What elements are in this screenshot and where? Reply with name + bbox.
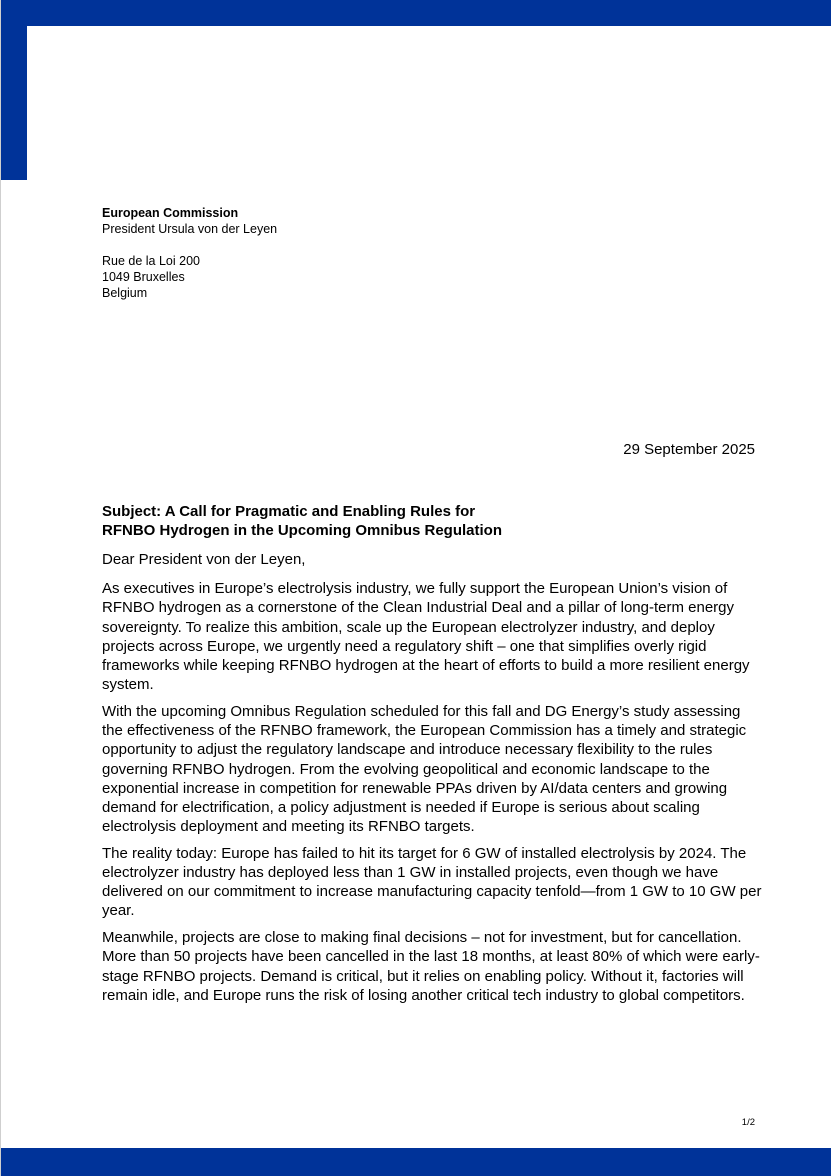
page-number: 1/2 <box>741 1117 755 1128</box>
body-paragraph: With the upcoming Omnibus Regulation scheduled for this fall and DG Energy’s study assessing the effectiveness of the RFNBO framework, the European Commission has a timely and strategic opportunity to adjust the regulatory landscape and introduce necessary flexibility to the rules governing RFNBO hydrogen. From the evolving geopolitical and economic landscape to the exponential increase in competition for renewable PPAs driven by AI/data centers and growing demand for electrification, a policy adjustment is needed if Europe is serious about scaling electrolysis deployment and meeting its RFNBO targets. <box>102 702 747 836</box>
address-line: Rue de la Loi 200 <box>102 254 200 268</box>
header-accent-bar <box>1 0 831 26</box>
recipient-name: President Ursula von der Leyen <box>102 222 278 236</box>
recipient-address-block <box>102 205 277 301</box>
letter-date: 29 September 2025 <box>623 441 755 458</box>
body-paragraph: As executives in Europe’s electrolysis industry, we fully support the European Union’s vision of RFNBO hydrogen as a cornerstone of the Clean Industrial Deal and a pillar of long-term energy sovereignty. To realize this ambition, scale up the European electrolyzer industry, and deploy projects across Europe, we urgently need a regulatory shift – one that simplifies overly rigid frameworks while keeping RFNBO hydrogen at the heart of efforts to build a more resilient energy system. <box>102 580 750 694</box>
left-accent-bar <box>1 0 27 180</box>
subject-line-1: Subject: A Call for Pragmatic and Enabling Rules for <box>102 503 476 520</box>
subject-line-2: RFNBO Hydrogen in the Upcoming Omnibus Regulation <box>102 522 502 539</box>
address-line: Belgium <box>102 286 148 300</box>
body-paragraph: The reality today: Europe has failed to hit its target for 6 GW of installed electrolysis by 2024. The electrolyzer industry has deployed less than 1 GW in installed projects, even though we have delivered on our commitment to increase manufacturing capacity tenfold—from 1 GW to 10 GW per year. <box>102 844 762 920</box>
recipient-organization: European Commission <box>102 206 239 220</box>
subject-heading <box>102 502 762 540</box>
address-line: 1049 Bruxelles <box>102 270 185 284</box>
letter-body <box>102 550 762 1012</box>
salutation: Dear President von der Leyen, <box>102 551 306 568</box>
body-paragraph: Meanwhile, projects are close to making final decisions – not for investment, but for cancellation. More than 50 projects have been cancelled in the last 18 months, at least 80% of which were early-stage RFNBO projects. Demand is critical, but it relies on enabling policy. Without it, factories will remain idle, and Europe runs the risk of losing another critical tech industry to global competitors. <box>102 929 760 1004</box>
footer-accent-bar <box>1 1148 831 1176</box>
